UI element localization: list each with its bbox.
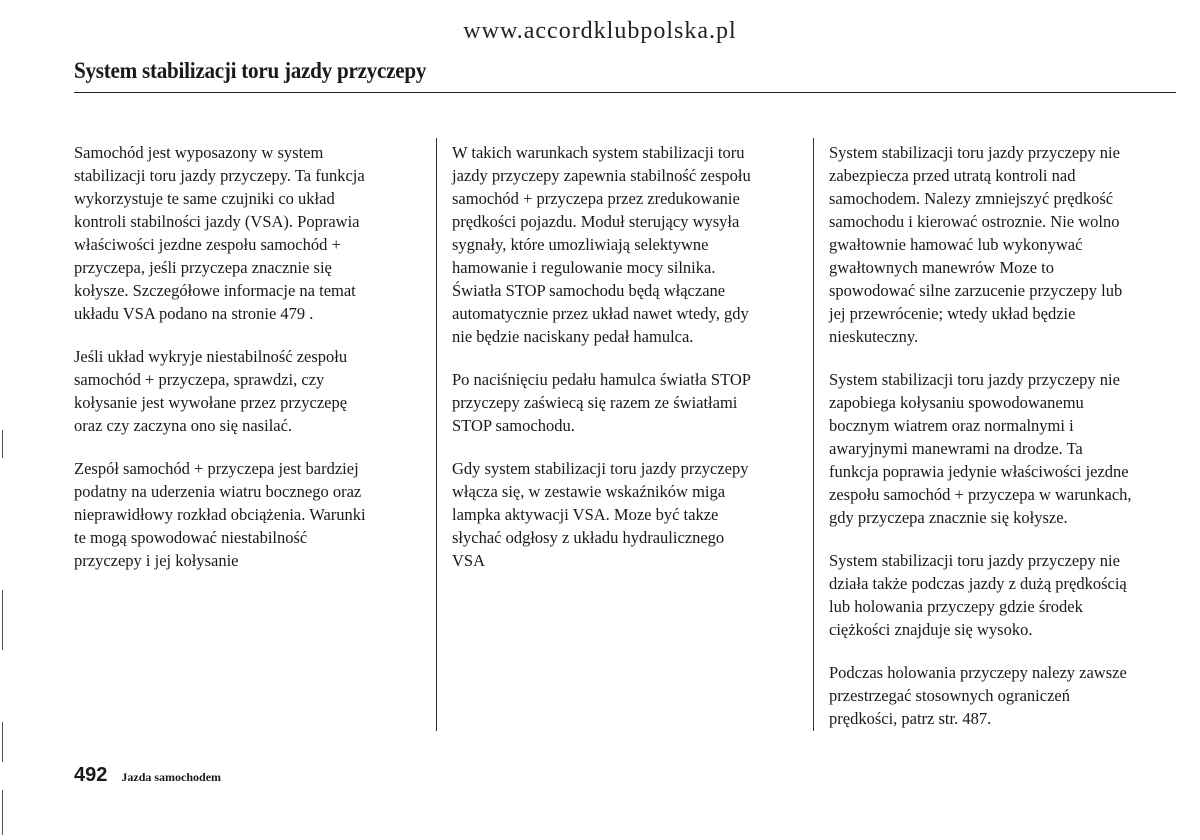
paragraph: System stabilizacji toru jazdy przyczepy nie zabezpiecza przed utratą kontroli nad samochodem. Nalezy zmniejszyć prędkość samochodu i kierować ostroznie. Nie wolno gwałtownie hamować lub wykonywać gwałtownych manewrów Moze to spowodować silne zarzucenie przyczepy lub jej przewrócenie; wtedy układ będzie nieskuteczny. — [829, 143, 1123, 346]
column-divider-left — [436, 138, 437, 731]
paragraph: Samochód jest wyposazony w system stabilizacji toru jazdy przyczepy. Ta funkcja wykorzystuje te same czujniki co układ kontroli stabilności jazdy (VSA). Poprawia właściwości jezdne zespołu samochód + przyczepa, jeśli przyczepa znacznie się kołysze. Szczegółowe informacje na temat układu VSA podano na stronie 479 . — [74, 143, 365, 323]
scan-edge-mark — [2, 430, 3, 458]
page-number: 492 — [74, 764, 108, 786]
text-column-1 — [74, 141, 419, 592]
paragraph: Podczas holowania przyczepy nalezy zawsze przestrzegać stosownych ograniczeń prędkości, patrz str. 487. — [829, 663, 1127, 728]
paragraph: Jeśli układ wykryje niestabilność zespołu samochód + przyczepa, sprawdzi, czy kołysanie jest wywołane przez przyczepę oraz czy zaczyna ono się nasilać. — [74, 347, 348, 435]
paragraph: Zespół samochód + przyczepa jest bardziej podatny na uderzenia wiatru bocznego oraz nieprawidłowy rozkład obciążenia. Warunki te mogą spowodować niestabilność przyczepy i jej kołysanie — [74, 459, 366, 570]
text-column-2 — [452, 141, 797, 592]
page-footer — [74, 764, 221, 787]
paragraph: Gdy system stabilizacji toru jazdy przyczepy włącza się, w zestawie wskaźników miga lampka aktywacji VSA. Moze być takze słychać odgłosy z układu hydraulicznego VSA — [452, 459, 749, 570]
text-column-3 — [829, 141, 1174, 750]
scan-edge-mark — [2, 722, 3, 762]
scan-edge-mark — [2, 790, 3, 835]
paragraph: System stabilizacji toru jazdy przyczepy nie działa także podczas jazdy z dużą prędkością lub holowania przyczepy gdzie środek ciężkości znajduje się wysoko. — [829, 551, 1127, 639]
paragraph: Po naciśnięciu pedału hamulca światła STOP przyczepy zaświecą się razem ze światłami STOP samochodu. — [452, 370, 751, 435]
chapter-name: Jazda samochodem — [121, 770, 222, 784]
scan-edge-mark — [2, 590, 3, 650]
column-divider-right — [813, 138, 814, 731]
paragraph: W takich warunkach system stabilizacji toru jazdy przyczepy zapewnia stabilność zespołu samochód + przyczepa przez zredukowanie prędkości pojazdu. Moduł sterujący wysyła sygnały, które umozliwiają selektywne hamowanie i regulowanie mocy silnika. Światła STOP samochodu będą włączane automatycznie przez układ nawet wtedy, gdy nie będzie naciskany pedał hamulca. — [452, 143, 751, 346]
paragraph: System stabilizacji toru jazdy przyczepy nie zapobiega kołysaniu spowodowanemu bocznym wiatrem oraz normalnymi i awaryjnymi manewrami na drodze. Ta funkcja poprawia jedynie właściwości jezdne zespołu samochód + przyczepa w warunkach, gdy przyczepa znacznie się kołysze. — [829, 370, 1132, 527]
site-url[interactable]: www.accordklubpolska.pl — [463, 18, 737, 44]
title-rule — [74, 92, 1176, 93]
section-title: System stabilizacji toru jazdy przyczepy — [74, 58, 427, 83]
